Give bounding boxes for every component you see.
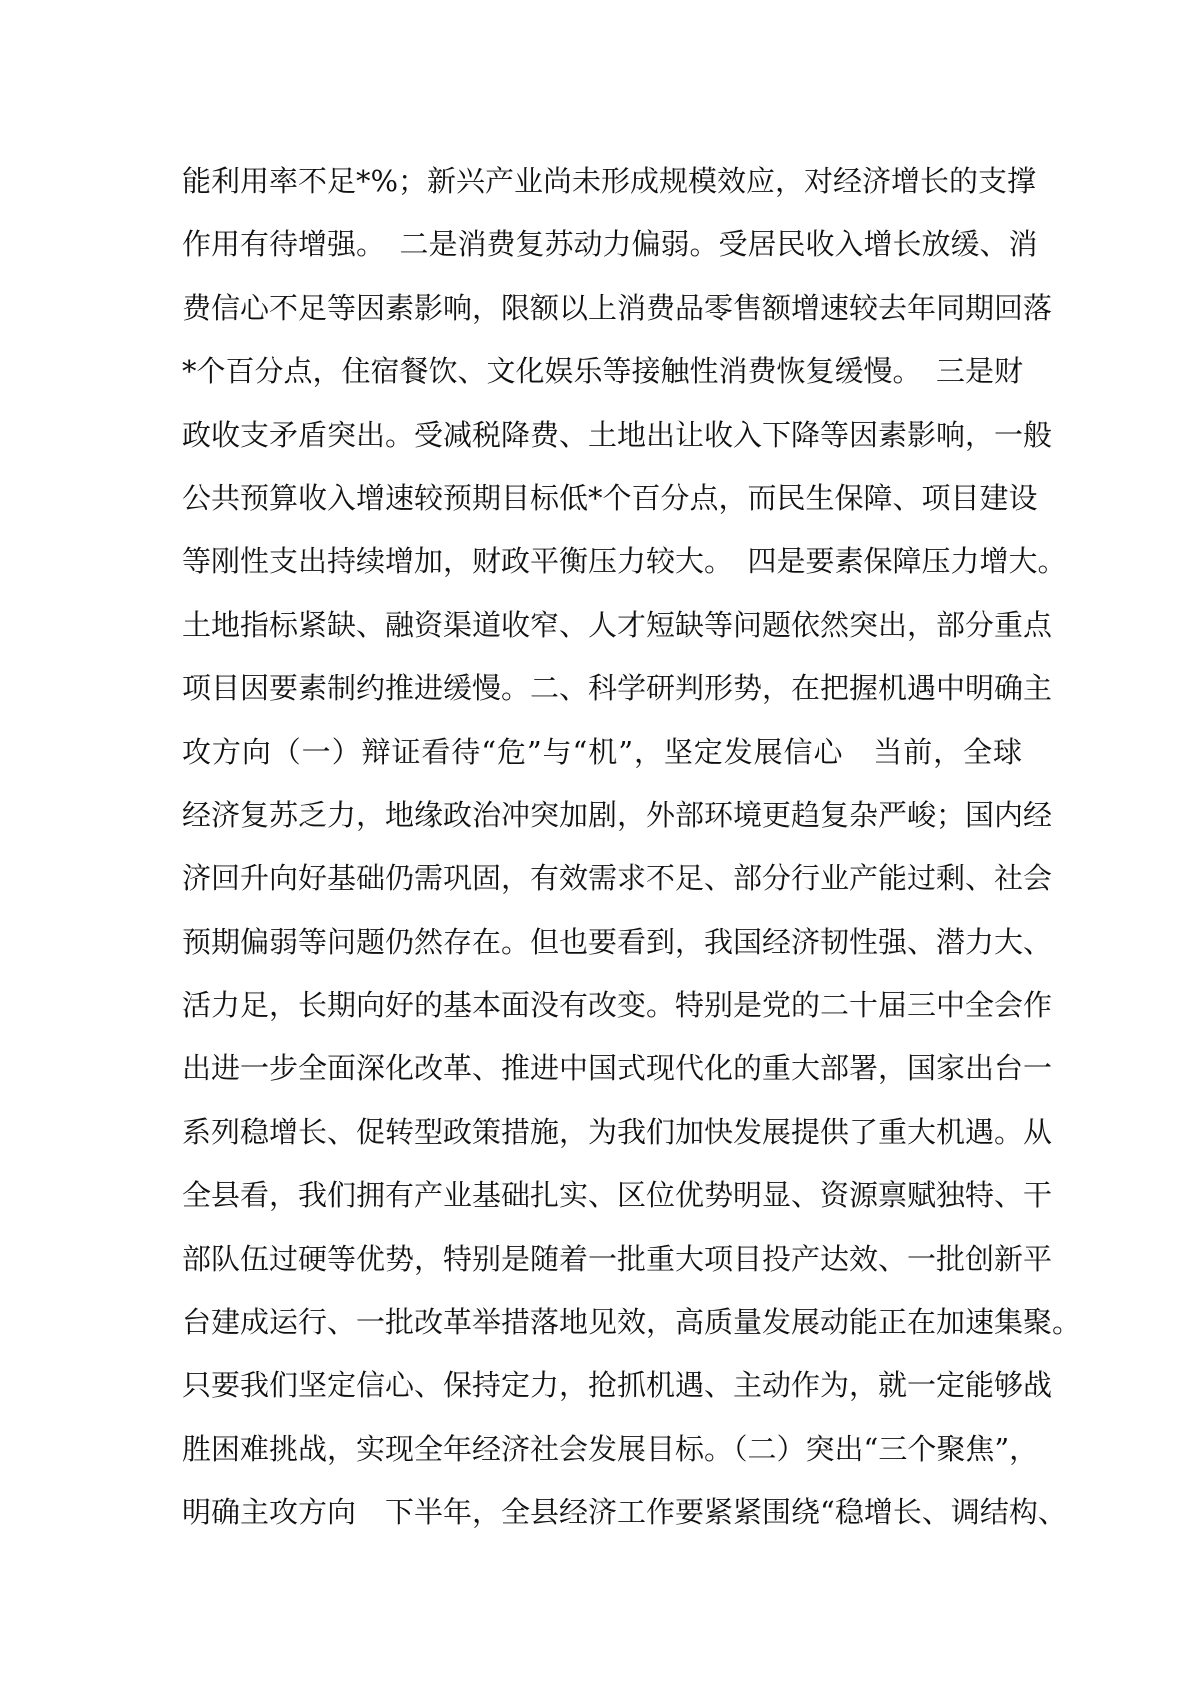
text-line: 出进一步全面深化改革、推进中国式现代化的重大部署，国家出台一 bbox=[182, 1051, 1053, 1086]
text-line: 胜困难挑战，实现全年经济社会发展目标。（二）突出“三个聚焦”， bbox=[182, 1431, 1039, 1466]
body-text bbox=[182, 150, 1082, 1545]
text-line: 作用有待增强。 二是消费复苏动力偏弱。受居民收入增长放缓、消 bbox=[182, 227, 1038, 262]
text-line: 系列稳增长、促转型政策措施，为我们加快发展提供了重大机遇。从 bbox=[182, 1114, 1053, 1149]
text-line: 费信心不足等因素影响，限额以上消费品零售额增速较去年同期回落 bbox=[182, 290, 1053, 325]
text-line: 项目因要素制约推进缓慢。二、科学研判形势，在把握机遇中明确主 bbox=[182, 671, 1053, 706]
text-line: 土地指标紧缺、融资渠道收窄、人才短缺等问题依然突出，部分重点 bbox=[182, 607, 1053, 642]
text-line: 预期偏弱等问题仍然存在。但也要看到，我国经济韧性强、潜力大、 bbox=[182, 924, 1053, 959]
text-line: *个百分点，住宿餐饮、文化娱乐等接触性消费恢复缓慢。 三是财 bbox=[182, 354, 1024, 389]
text-line: 公共预算收入增速较预期目标低*个百分点，而民生保障、项目建设 bbox=[182, 480, 1038, 515]
text-line: 济回升向好基础仍需巩固，有效需求不足、部分行业产能过剩、社会 bbox=[182, 861, 1053, 896]
text-line: 活力足，长期向好的基本面没有改变。特别是党的二十届三中全会作 bbox=[182, 988, 1053, 1023]
text-line: 能利用率不足*%；新兴产业尚未形成规模效应，对经济增长的支撑 bbox=[182, 164, 1037, 198]
text-line: 全县看，我们拥有产业基础扎实、区位优势明显、资源禀赋独特、干 bbox=[182, 1178, 1053, 1213]
text-line: 经济复苏乏力，地缘政治冲突加剧，外部环境更趋复杂严峻；国内经 bbox=[182, 797, 1053, 832]
text-line: 只要我们坚定信心、保持定力，抢抓机遇、主动作为，就一定能够战 bbox=[182, 1368, 1053, 1403]
text-line: 台建成运行、一批改革举措落地见效，高质量发展动能正在加速集聚。 bbox=[182, 1305, 1082, 1340]
text-line: 攻方向（一）辩证看待“危”与“机”，坚定发展信心 当前，全球 bbox=[182, 734, 1022, 769]
text-line: 政收支矛盾突出。受减税降费、土地出让收入下降等因素影响，一般 bbox=[182, 417, 1053, 452]
text-line: 部队伍过硬等优势，特别是随着一批重大项目投产达效、一批创新平 bbox=[182, 1241, 1053, 1276]
text-line: 等刚性支出持续增加，财政平衡压力较大。 四是要素保障压力增大。 bbox=[182, 544, 1067, 579]
text-line: 明确主攻方向 下半年，全县经济工作要紧紧围绕“稳增长、调结构、 bbox=[182, 1495, 1067, 1530]
